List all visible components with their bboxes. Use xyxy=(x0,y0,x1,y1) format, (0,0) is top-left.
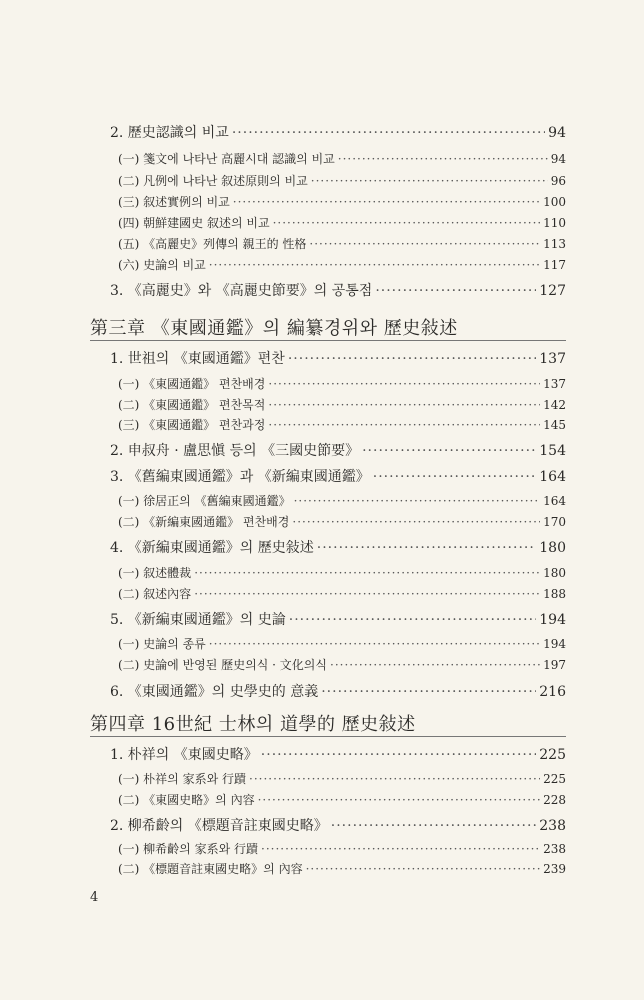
toc-entry-page: 180 xyxy=(539,540,566,556)
toc-entry xyxy=(110,348,566,368)
toc-entry-page: 225 xyxy=(539,747,566,763)
toc-entry-page: 94 xyxy=(548,125,566,141)
toc-subentry xyxy=(118,860,566,877)
toc-entry-label: 1. 世祖의 《東國通鑑》편찬 xyxy=(110,351,285,367)
leader-dots xyxy=(362,443,536,459)
toc-entry-page: 238 xyxy=(539,818,566,834)
leader-dots xyxy=(288,351,536,367)
toc-entry-label: 3. 《高麗史》와 《高麗史節要》의 공통점 xyxy=(110,283,373,299)
leader-dots xyxy=(261,747,536,763)
toc-entry xyxy=(110,122,566,142)
leader-dots xyxy=(338,152,548,166)
chapter-rule xyxy=(90,736,566,737)
toc-entry xyxy=(110,280,566,300)
leader-dots xyxy=(294,494,541,508)
leader-dots xyxy=(321,684,536,700)
toc-entry-page: 164 xyxy=(539,469,566,485)
toc-entry-label: (二) 《東國史略》의 內容 xyxy=(118,793,255,807)
toc-entry-label: (一) 箋文에 나타난 高麗시대 認識의 비교 xyxy=(118,152,335,166)
toc-entry-label: (二) 凡例에 나타난 叙述原則의 비교 xyxy=(118,174,308,188)
toc-subentry xyxy=(118,656,566,673)
toc-entry-label: 2. 歷史認識의 비교 xyxy=(110,125,229,141)
toc-subentry xyxy=(118,770,566,787)
leader-dots xyxy=(317,540,536,556)
toc-entry-page: 188 xyxy=(543,587,566,601)
toc-entry-label: (二) 史論에 반영된 歷史의식 · 文化의식 xyxy=(118,658,327,672)
toc-entry-page: 145 xyxy=(543,418,566,432)
toc-entry-page: 113 xyxy=(543,237,566,251)
toc-entry-label: (五) 《高麗史》列傳의 親王的 性格 xyxy=(118,237,307,251)
toc-subentry xyxy=(118,635,566,652)
leader-dots xyxy=(273,216,541,230)
toc-entry-label: 3. 《舊編東國通鑑》과 《新編東國通鑑》 xyxy=(110,469,370,485)
toc-entry-label: (二) 《新編東國通鑑》 편찬배경 xyxy=(118,515,290,529)
leader-dots xyxy=(375,283,536,299)
toc-subentry xyxy=(118,513,566,530)
toc-entry-page: 194 xyxy=(539,612,566,628)
leader-dots xyxy=(232,125,545,141)
toc-entry-page: 228 xyxy=(543,793,566,807)
toc-entry-label: (一) 柳希齡의 家系와 行蹟 xyxy=(118,842,258,856)
toc-entry-page: 216 xyxy=(539,684,566,700)
toc-entry-page: 100 xyxy=(543,195,566,209)
toc-entry-label: 2. 柳希齡의 《標題音註東國史略》 xyxy=(110,818,328,834)
toc-subentry xyxy=(118,375,566,392)
toc-entry-label: (四) 朝鮮建國史 叙述의 비교 xyxy=(118,216,270,230)
toc-entry-page: 137 xyxy=(543,377,566,391)
leader-dots xyxy=(311,174,548,188)
toc-entry-page: 238 xyxy=(543,842,566,856)
toc-entry xyxy=(110,466,566,486)
toc-subentry xyxy=(118,791,566,808)
toc-entry-page: 142 xyxy=(543,398,566,412)
toc-entry-label: (三) 《東國通鑑》 편찬과정 xyxy=(118,418,266,432)
leader-dots xyxy=(209,258,540,272)
leader-dots xyxy=(309,237,540,251)
toc-entry-page: 154 xyxy=(539,443,566,459)
toc-subentry xyxy=(118,235,566,252)
toc-entry-label: (一) 史論의 종류 xyxy=(118,637,206,651)
toc-subentry xyxy=(118,492,566,509)
toc-entry xyxy=(110,815,566,835)
toc-entry-label: (二) 《標題音註東國史略》의 內容 xyxy=(118,862,303,876)
leader-dots xyxy=(292,515,540,529)
leader-dots xyxy=(306,862,541,876)
toc-entry-label: (一) 朴祥의 家系와 行蹟 xyxy=(118,772,246,786)
toc-entry-page: 94 xyxy=(550,152,566,166)
leader-dots xyxy=(249,772,540,786)
leader-dots xyxy=(330,658,540,672)
toc-entry-label: (三) 叙述實例의 비교 xyxy=(118,195,230,209)
toc-entry-page: 194 xyxy=(543,637,566,651)
toc-entry-label: 1. 朴祥의 《東國史略》 xyxy=(110,747,258,763)
toc-subentry xyxy=(118,214,566,231)
toc-entry-page: 127 xyxy=(539,283,566,299)
toc-subentry xyxy=(118,840,566,857)
toc-entry-page: 225 xyxy=(543,772,566,786)
leader-dots xyxy=(258,793,541,807)
toc-entry-label: (一) 叙述體裁 xyxy=(118,566,192,580)
toc-entry-label: 2. 申叔舟 · 盧思愼 등의 《三國史節要》 xyxy=(110,443,360,459)
toc-entry-page: 197 xyxy=(543,658,566,672)
toc-subentry xyxy=(118,172,566,189)
leader-dots xyxy=(289,612,536,628)
toc-entry-label: 6. 《東國通鑑》의 史學史的 意義 xyxy=(110,684,319,700)
chapter-title: 第三章 《東國通鑑》의 編纂경위와 歷史敍述 xyxy=(90,318,458,339)
toc-subentry xyxy=(118,585,566,602)
leader-dots xyxy=(373,469,536,485)
leader-dots xyxy=(261,842,540,856)
toc-entry-label: (二) 叙述內容 xyxy=(118,587,192,601)
chapter-title: 第四章 16世紀 士林의 道學的 歷史敍述 xyxy=(90,714,416,735)
toc-entry xyxy=(110,537,566,557)
toc-entry-page: 96 xyxy=(550,174,566,188)
leader-dots xyxy=(268,398,540,412)
toc-entry xyxy=(110,744,566,764)
toc-entry-label: (二) 《東國通鑑》 편찬목적 xyxy=(118,398,266,412)
toc-subentry xyxy=(118,193,566,210)
leader-dots xyxy=(209,637,540,651)
toc-entry xyxy=(110,440,566,460)
toc-entry-page: 137 xyxy=(539,351,566,367)
leader-dots xyxy=(233,195,540,209)
leader-dots xyxy=(194,566,540,580)
toc-entry-label: (六) 史論의 비교 xyxy=(118,258,206,272)
toc-entry-page: 170 xyxy=(543,515,566,529)
toc-entry-page: 117 xyxy=(543,258,566,272)
toc-entry xyxy=(110,609,566,629)
leader-dots xyxy=(194,587,540,601)
leader-dots xyxy=(331,818,536,834)
toc-entry-label: (一) 徐居正의 《舊編東國通鑑》 xyxy=(118,494,291,508)
leader-dots xyxy=(268,418,540,432)
toc-entry-label: 4. 《新編東國通鑑》의 歷史敍述 xyxy=(110,540,314,556)
toc-subentry xyxy=(118,416,566,433)
toc-entry-page: 180 xyxy=(543,566,566,580)
toc-subentry xyxy=(118,150,566,167)
toc-entry-label: (一) 《東國通鑑》 편찬배경 xyxy=(118,377,266,391)
toc-entry xyxy=(110,681,566,701)
toc-entry-page: 164 xyxy=(543,494,566,508)
page-number: 4 xyxy=(90,890,99,905)
toc-subentry xyxy=(118,256,566,273)
leader-dots xyxy=(268,377,540,391)
toc-subentry xyxy=(118,396,566,413)
chapter-rule xyxy=(90,340,566,341)
toc-subentry xyxy=(118,564,566,581)
toc-entry-page: 239 xyxy=(543,862,566,876)
toc-entry-page: 110 xyxy=(543,216,566,230)
toc-entry-label: 5. 《新編東國通鑑》의 史論 xyxy=(110,612,286,628)
